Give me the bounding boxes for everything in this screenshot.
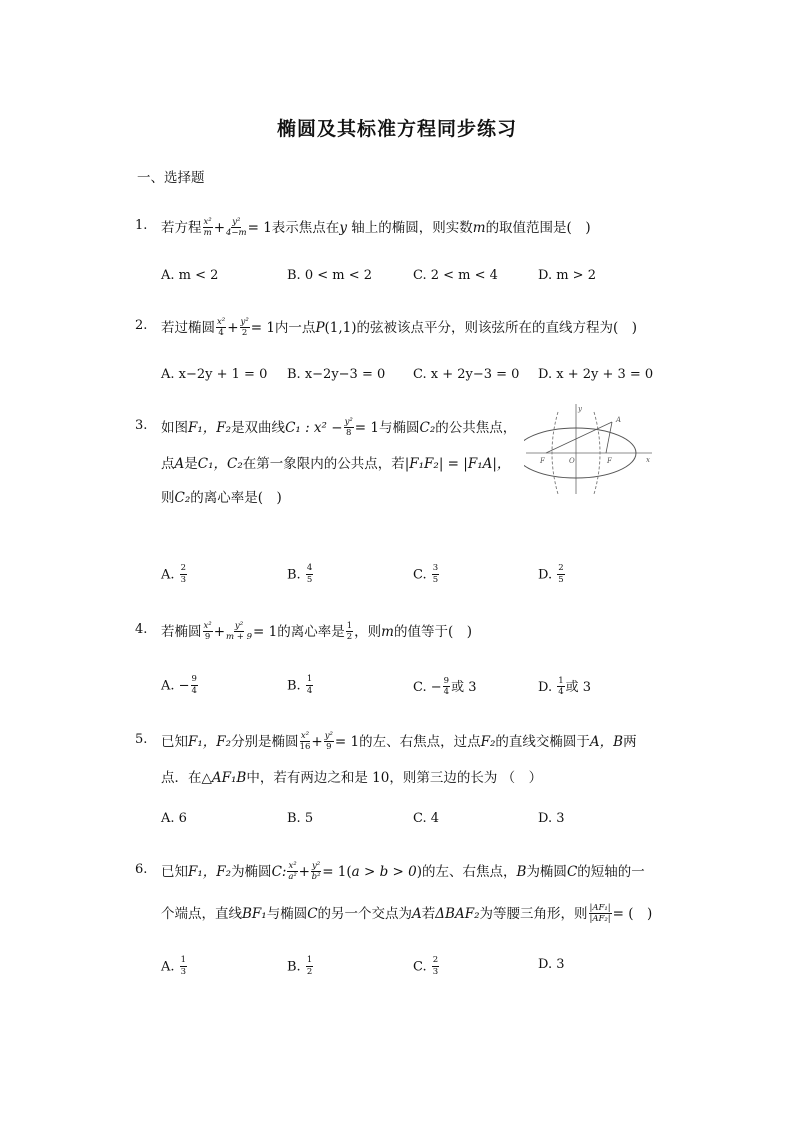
question-1-number: 1. xyxy=(135,218,148,233)
question-3-line-2: 点A是C₁，C₂在第一象限内的公共点，若|F₁F₂| = |F₁A|， xyxy=(161,456,511,472)
question-2-option-d: D. x + 2y + 3 = 0 xyxy=(538,367,654,382)
question-6-option-a: A. $\frac{1}{3}$ xyxy=(161,955,187,977)
question-4-option-c: C. − $\frac{9}{4}$ 或 3 xyxy=(413,675,477,697)
question-3-option-c: C. $\frac{3}{5}$ xyxy=(413,563,439,585)
page-title: 椭圆及其标准方程同步练习 xyxy=(276,118,517,140)
question-3-option-a: A. $\frac{2}{3}$ xyxy=(161,563,187,585)
question-5-line-2: 点．在△AF₁B中，若有两边之和是 10，则第三边的长为 （ ） xyxy=(161,770,543,786)
question-6-line-1: 已知F₁，F₂为椭圆C: $\frac{\text{x²}}{\text{a²}}$ + $\frac{\text{y²}}{\text{b²}}$ = 1(a > b > 0)的左、右焦点，B为椭圆C的短轴的一 xyxy=(161,860,645,882)
ellipse-hyperbola-figure xyxy=(524,400,656,496)
question-5-option-c: C. 4 xyxy=(413,811,440,826)
question-4-number: 4. xyxy=(135,622,148,637)
question-2-option-b: B. x−2y−3 = 0 xyxy=(287,367,386,382)
question-5-option-d: D. 3 xyxy=(538,811,565,826)
question-2-number: 2. xyxy=(135,318,148,333)
question-4-option-b: B. $\frac{1}{4}$ xyxy=(287,674,313,696)
question-5-option-b: B. 5 xyxy=(287,811,314,826)
question-1-text: 若方程 $\frac{\text{x²}}{m}$ + $\frac{\text{y²}}{4-m}$ = 1表示焦点在y 轴上的椭圆，则实数m的取值范围是( ) xyxy=(161,216,591,238)
question-5-option-a: A. 6 xyxy=(161,811,187,826)
question-6-option-b: B. $\frac{1}{2}$ xyxy=(287,955,313,977)
question-2-text: 若过椭圆 $\frac{\text{x²}}{4}$ + $\frac{\text{y²}}{2}$ = 1内一点P(1,1)的弦被该点平分，则该弦所在的直线方程为( ) xyxy=(161,316,638,338)
question-1-option-d: D. m > 2 xyxy=(538,268,596,283)
figure-label-f1: F xyxy=(540,457,545,465)
question-1-option-a: A. m < 2 xyxy=(161,268,219,283)
figure-label-f2: F xyxy=(607,457,612,465)
figure-label-a: A xyxy=(616,416,622,424)
question-1-option-c: C. 2 < m < 4 xyxy=(413,268,498,283)
question-6-line-2: 个端点，直线BF₁与椭圆C的另一个交点为A若ΔBAF₂为等腰三角形，则 $\frac{\text{|AF₁|}}{\text{|AF₂|}}$ = ( ) xyxy=(161,902,653,924)
question-6-option-d: D. 3 xyxy=(538,957,565,972)
question-3-option-b: B. $\frac{4}{5}$ xyxy=(287,563,313,585)
question-3-line-3: 则C₂的离心率是( ) xyxy=(161,490,282,506)
question-4-text: 若椭圆 $\frac{\text{x²}}{9}$ + $\frac{\text{y²}}{m + 9}$ = 1的离心率是 $\frac{1}{2}$ ，则m的值等于( ) xyxy=(161,620,472,642)
question-3-option-d: D. $\frac{2}{5}$ xyxy=(538,563,564,585)
question-6-option-c: C. $\frac{2}{3}$ xyxy=(413,955,439,977)
section-heading: 一、选择题 xyxy=(137,170,205,186)
figure-label-x: x xyxy=(646,456,650,464)
figure-label-y: y xyxy=(578,405,582,413)
question-2-option-a: A. x−2y + 1 = 0 xyxy=(161,367,268,382)
question-5-number: 5. xyxy=(135,732,148,747)
question-5-line-1: 已知F₁，F₂分别是椭圆 $\frac{\text{x²}}{16}$ + $\frac{\text{y²}}{9}$ = 1的左、右焦点，过点F₂的直线交椭圆于A，B两 xyxy=(161,730,637,752)
question-3-number: 3. xyxy=(135,418,148,433)
question-3-line-1: 如图F₁，F₂是双曲线C₁ : x² − $\frac{\text{y²}}{8}$ = 1与椭圆C₂的公共焦点， xyxy=(161,416,517,438)
question-4-option-d: D. $\frac{1}{4}$ 或 3 xyxy=(538,675,592,697)
figure-label-o: O xyxy=(569,457,575,465)
question-1-option-b: B. 0 < m < 2 xyxy=(287,268,373,283)
question-6-number: 6. xyxy=(135,862,148,877)
question-2-option-c: C. x + 2y−3 = 0 xyxy=(413,367,520,382)
question-4-option-a: A. − $\frac{9}{4}$ xyxy=(161,674,197,696)
